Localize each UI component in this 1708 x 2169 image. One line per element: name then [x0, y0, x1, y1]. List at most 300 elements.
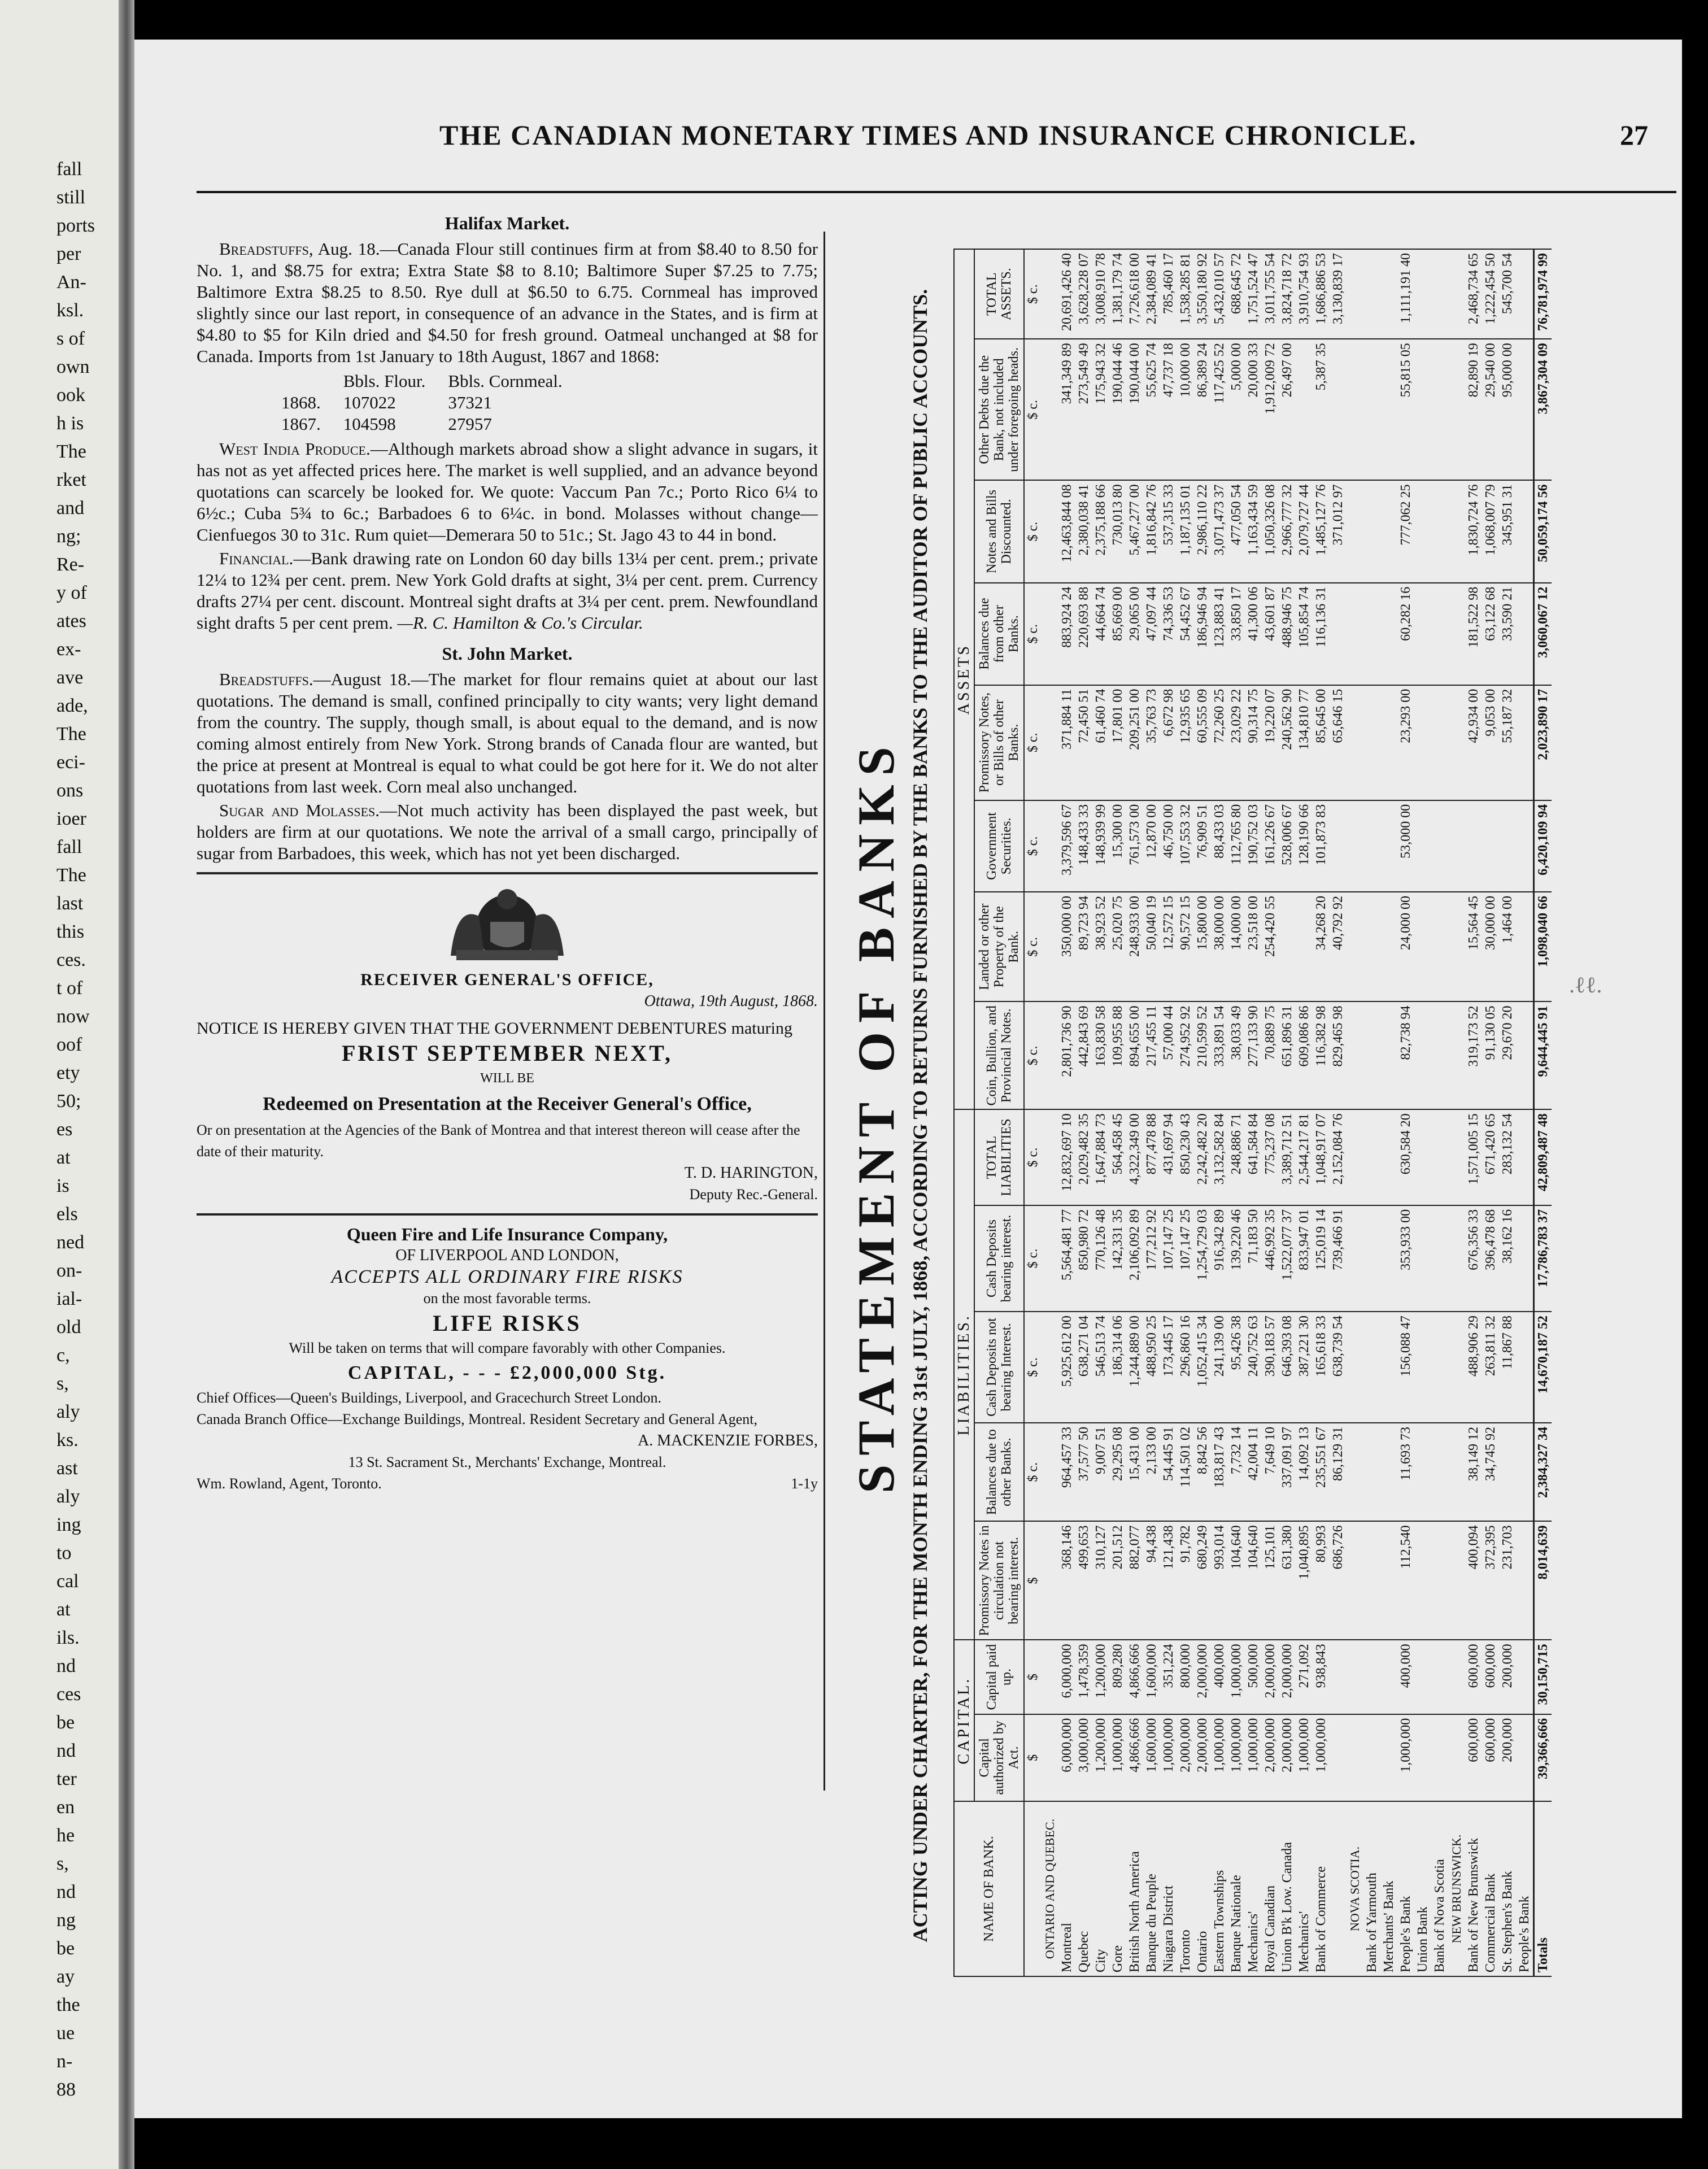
value-cell: 86,129 31: [1330, 1423, 1347, 1521]
value-cell: [1499, 800, 1516, 892]
imports-header-cell: Bbls. Cornmeal.: [448, 371, 563, 391]
value-cell: 785,460 17: [1160, 249, 1177, 339]
left-page-fragment: The: [56, 441, 86, 462]
left-page-fragment: ates: [56, 611, 86, 631]
value-cell: 686,726: [1330, 1521, 1347, 1640]
value-cell: 60,282 16: [1397, 583, 1414, 685]
column-header: Notes and Bills Discounted.: [974, 480, 1024, 582]
empty-cell: [1448, 1521, 1465, 1640]
table-row: [1279, 249, 1296, 1976]
left-page-fragment: ng;: [56, 526, 81, 547]
value-cell: 353,933 00: [1397, 1205, 1414, 1312]
currency-cell: $ c.: [1024, 339, 1042, 480]
value-cell: 76,909 51: [1194, 800, 1211, 892]
empty-cell: [1448, 249, 1465, 339]
signer-name: T. D. HARINGTON,: [684, 1164, 818, 1182]
left-page-fragment: ave: [56, 667, 84, 688]
currency-cell: $ c.: [1024, 685, 1042, 800]
value-cell: 190,752 03: [1245, 800, 1262, 892]
queen-fire-code: 1-1y: [791, 1475, 818, 1492]
empty-cell: [1448, 1001, 1465, 1109]
table-row: [1211, 249, 1228, 1976]
value-cell: 1,244,889 00: [1126, 1312, 1143, 1423]
column-header: Capital paid up.: [974, 1640, 1024, 1714]
left-page-fragment: ade,: [56, 695, 88, 716]
value-cell: [1431, 892, 1448, 1001]
value-cell: 156,088 47: [1397, 1312, 1414, 1423]
value-cell: [1279, 892, 1296, 1001]
empty-cell: [1042, 339, 1058, 480]
bank-name-cell: Montreal: [1058, 1801, 1075, 1976]
stjohn-breadstuffs-label: Breadstuffs.: [219, 669, 313, 689]
value-cell: 564,458 45: [1109, 1109, 1126, 1205]
column-header: Capital authorized by Act.: [974, 1714, 1024, 1801]
value-cell: 1,040,895: [1296, 1521, 1313, 1640]
value-cell: 3,824,718 72: [1279, 249, 1296, 339]
totals-cell: 42,809,487 48: [1534, 1109, 1552, 1205]
value-cell: 273,549 49: [1075, 339, 1092, 480]
value-cell: [1414, 892, 1431, 1001]
value-cell: [1296, 339, 1313, 480]
value-cell: 488,950 25: [1143, 1312, 1160, 1423]
left-page-fragment: still: [56, 187, 86, 208]
value-cell: 2,106,092 89: [1126, 1205, 1143, 1312]
empty-cell: [1448, 1640, 1465, 1714]
value-cell: [1380, 1714, 1397, 1801]
table-row: [1228, 249, 1245, 1976]
imports-header-cell: [281, 371, 343, 392]
newspaper-page: [134, 40, 1682, 2118]
column-header: Cash Deposits bearing interest.: [974, 1205, 1024, 1312]
table-row: [1397, 249, 1414, 1976]
value-cell: 139,220 46: [1228, 1205, 1245, 1312]
queen-fire-accepts: ACCEPTS ALL ORDINARY FIRE RISKS: [331, 1266, 683, 1287]
value-cell: 1,381,179 74: [1109, 249, 1126, 339]
totals-cell: 39,366,666: [1534, 1714, 1552, 1801]
table-row: [1058, 249, 1075, 1976]
value-cell: 488,946 75: [1279, 583, 1296, 685]
value-cell: 600,000: [1482, 1640, 1499, 1714]
value-cell: 9,053 00: [1482, 685, 1499, 800]
value-cell: 71,183 50: [1245, 1205, 1262, 1312]
value-cell: 371,012 97: [1330, 480, 1347, 582]
totals-cell: 8,014,639: [1534, 1521, 1552, 1640]
bank-name-cell: Union B'k Low. Canada: [1279, 1801, 1296, 1976]
left-page-fragment: ports: [56, 215, 95, 236]
value-cell: 161,226 67: [1262, 800, 1279, 892]
left-page-fragment: eci-: [56, 752, 85, 773]
value-cell: 41,300 06: [1245, 583, 1262, 685]
value-cell: 15,300 00: [1109, 800, 1126, 892]
value-cell: 833,947 01: [1296, 1205, 1313, 1312]
table-row: [1499, 249, 1516, 1976]
bank-statement-rotated: [835, 232, 1676, 2000]
value-cell: [1431, 1205, 1448, 1312]
table-row: [1330, 249, 1347, 1976]
value-cell: 1,163,434 59: [1245, 480, 1262, 582]
value-cell: 15,431 00: [1126, 1423, 1143, 1521]
empty-cell: [1448, 1714, 1465, 1801]
value-cell: [1363, 1205, 1380, 1312]
value-cell: 431,697 94: [1160, 1109, 1177, 1205]
bank-name-cell: Mechanics': [1245, 1801, 1262, 1976]
empty-cell: [1347, 1640, 1363, 1714]
column-header: Balances due to other Banks.: [974, 1423, 1024, 1521]
value-cell: 61,460 74: [1092, 685, 1109, 800]
queen-fire-terms: on the most favorable terms.: [423, 1290, 591, 1306]
value-cell: 112,540: [1397, 1521, 1414, 1640]
value-cell: [1431, 685, 1448, 800]
table-row: [1465, 249, 1482, 1976]
queen-fire-ad: [197, 1223, 818, 1495]
left-page-fragment: ksl.: [56, 300, 84, 321]
value-cell: 54,452 67: [1177, 583, 1194, 685]
value-cell: 500,000: [1245, 1640, 1262, 1714]
value-cell: [1431, 1423, 1448, 1521]
bank-name-cell: City: [1092, 1801, 1109, 1976]
left-page-fragment: 50;: [56, 1091, 81, 1112]
value-cell: 209,251 00: [1126, 685, 1143, 800]
value-cell: [1516, 800, 1534, 892]
value-cell: 2,468,734 65: [1465, 249, 1482, 339]
value-cell: [1380, 1521, 1397, 1640]
value-cell: 1,538,285 81: [1177, 249, 1194, 339]
value-cell: 254,420 55: [1262, 892, 1279, 1001]
value-cell: [1516, 249, 1534, 339]
bank-name-cell: British North America: [1126, 1801, 1143, 1976]
value-cell: [1363, 800, 1380, 892]
value-cell: 2,000,000: [1194, 1640, 1211, 1714]
value-cell: 33,850 17: [1228, 583, 1245, 685]
value-cell: [1380, 583, 1397, 685]
value-cell: [1516, 339, 1534, 480]
value-cell: [1380, 800, 1397, 892]
value-cell: 220,693 88: [1075, 583, 1092, 685]
value-cell: 1,222,454 50: [1482, 249, 1499, 339]
value-cell: 35,763 73: [1143, 685, 1160, 800]
left-page-fragment: ks.: [56, 1430, 79, 1451]
breadstuffs-label: Breadstuffs,: [219, 239, 313, 259]
value-cell: 57,000 44: [1160, 1001, 1177, 1109]
empty-cell: [1042, 583, 1058, 685]
empty-cell: [1448, 685, 1465, 800]
value-cell: 12,870 00: [1143, 800, 1160, 892]
value-cell: 1,464 00: [1499, 892, 1516, 1001]
value-cell: [1380, 1109, 1397, 1205]
halifax-heading: Halifax Market.: [445, 213, 570, 233]
queen-fire-life-text: Will be taken on terms that will compare favorably with other Companies.: [289, 1340, 726, 1356]
value-cell: 283,132 54: [1499, 1109, 1516, 1205]
empty-cell: [1347, 1205, 1363, 1312]
totals-cell: 76,781,974 99: [1534, 249, 1552, 339]
receiver-general-notice: [197, 882, 818, 1205]
value-cell: 546,513 74: [1092, 1312, 1109, 1423]
value-cell: [1414, 1640, 1431, 1714]
value-cell: 186,314 06: [1109, 1312, 1126, 1423]
currency-cell: $ c.: [1024, 1109, 1042, 1205]
imports-year: 1867.: [281, 414, 321, 434]
value-cell: 3,379,596 67: [1058, 800, 1075, 892]
value-cell: 333,891 54: [1211, 1001, 1228, 1109]
value-cell: 850,230 43: [1177, 1109, 1194, 1205]
value-cell: 341,349 89: [1058, 339, 1075, 480]
value-cell: [1482, 800, 1499, 892]
table-row: [1431, 249, 1448, 1976]
value-cell: 19,220 07: [1262, 685, 1279, 800]
value-cell: 319,173 52: [1465, 1001, 1482, 1109]
value-cell: 2,384,089 41: [1143, 249, 1160, 339]
value-cell: 6,672 98: [1160, 685, 1177, 800]
currency-cell: $ c.: [1024, 1423, 1042, 1521]
value-cell: 74,336 53: [1160, 583, 1177, 685]
value-cell: [1380, 339, 1397, 480]
value-cell: 730,013 80: [1109, 480, 1126, 582]
west-india-paragraph: [197, 438, 818, 546]
value-cell: 24,000 00: [1397, 892, 1414, 1001]
adjacent-page-edge: [0, 0, 119, 2169]
empty-cell: [1042, 1714, 1058, 1801]
value-cell: 91,782: [1177, 1521, 1194, 1640]
section-row: [1448, 249, 1465, 1976]
value-cell: 630,584 20: [1397, 1109, 1414, 1205]
totals-cell: 30,150,715: [1534, 1640, 1552, 1714]
value-cell: 72,450 51: [1075, 685, 1092, 800]
value-cell: 3,550,180 92: [1194, 249, 1211, 339]
table-row: [1126, 249, 1143, 1976]
value-cell: 50,040 19: [1143, 892, 1160, 1001]
value-cell: 43,601 87: [1262, 583, 1279, 685]
totals-cell: 14,670,187 52: [1534, 1312, 1552, 1423]
receiver-date: Ottawa, 19th August, 1868.: [644, 992, 818, 1010]
sugar-paragraph: [197, 800, 818, 864]
left-page-fragment: aly: [56, 1401, 80, 1422]
royal-arms-crest-icon: [417, 882, 598, 967]
value-cell: 351,224: [1160, 1640, 1177, 1714]
empty-cell: [1042, 1640, 1058, 1714]
currency-cell: $ c.: [1024, 1205, 1042, 1312]
value-cell: 94,438: [1143, 1521, 1160, 1640]
value-cell: 938,843: [1313, 1640, 1330, 1714]
currency-cell: $: [1024, 1640, 1042, 1714]
value-cell: [1516, 1109, 1534, 1205]
imports-table: [281, 371, 585, 435]
bank-name-cell: St. Stephen's Bank: [1499, 1801, 1516, 1976]
bank-name-cell: Mechanics': [1296, 1801, 1313, 1976]
value-cell: 7,649 10: [1262, 1423, 1279, 1521]
value-cell: 2,801,736 90: [1058, 1001, 1075, 1109]
bank-name-cell: People's Bank: [1516, 1801, 1534, 1976]
left-page-fragment: cal: [56, 1571, 79, 1592]
section-name: NOVA SCOTIA.: [1347, 1801, 1363, 1976]
empty-cell: [1042, 1109, 1058, 1205]
column-header: Other Debts due the Bank, not included under foregoing heads.: [974, 339, 1024, 480]
divider: [197, 1213, 818, 1216]
section-name: ONTARIO AND QUEBEC.: [1042, 1801, 1058, 1976]
bank-name-cell: Toronto: [1177, 1801, 1194, 1976]
left-page-fragment: nd: [56, 1656, 76, 1676]
value-cell: 47,097 44: [1143, 583, 1160, 685]
value-cell: 446,992 35: [1262, 1205, 1279, 1312]
value-cell: 70,889 75: [1262, 1001, 1279, 1109]
value-cell: 2,375,188 66: [1092, 480, 1109, 582]
totals-cell: 6,420,109 94: [1534, 800, 1552, 892]
value-cell: 829,465 98: [1330, 1001, 1347, 1109]
left-page-fragment: on-: [56, 1260, 82, 1281]
totals-cell: 3,060,067 12: [1534, 583, 1552, 685]
column-header: Cash Deposits not bearing Interest.: [974, 1312, 1024, 1423]
totals-cell: 1,098,040 66: [1534, 892, 1552, 1001]
value-cell: 3,071,473 37: [1211, 480, 1228, 582]
signer-title: Deputy Rec.-General.: [689, 1186, 818, 1203]
value-cell: 38,923 52: [1092, 892, 1109, 1001]
left-page-fragment: he: [56, 1825, 75, 1846]
value-cell: 29,540 00: [1482, 339, 1499, 480]
value-cell: 1,048,917 07: [1313, 1109, 1330, 1205]
empty-cell: [1347, 892, 1363, 1001]
column-header: Balances due from other Banks.: [974, 583, 1024, 685]
table-row: [1245, 249, 1262, 1976]
value-cell: 14,092 13: [1296, 1423, 1313, 1521]
empty-cell: [1042, 480, 1058, 582]
handwritten-mark: .ℓℓ.: [1569, 972, 1602, 998]
value-cell: 15,564 45: [1465, 892, 1482, 1001]
left-page-fragment: c,: [56, 1345, 70, 1366]
empty-cell: [1347, 249, 1363, 339]
value-cell: 88,433 03: [1211, 800, 1228, 892]
value-cell: [1431, 1001, 1448, 1109]
value-cell: 40,792 92: [1330, 892, 1347, 1001]
value-cell: 121,438: [1160, 1521, 1177, 1640]
table-row: [1380, 249, 1397, 1976]
value-cell: 3,389,712 51: [1279, 1109, 1296, 1205]
value-cell: 80,993: [1313, 1521, 1330, 1640]
currency-cell: $ c.: [1024, 1001, 1042, 1109]
left-page-fragment: own: [56, 356, 90, 377]
column-header: Promissory Notes, or Bills of other Banks.: [974, 685, 1024, 800]
value-cell: 1,052,415 34: [1194, 1312, 1211, 1423]
left-page-fragment: ioer: [56, 808, 86, 829]
value-cell: 1,571,005 15: [1465, 1109, 1482, 1205]
value-cell: 5,000 00: [1228, 339, 1245, 480]
left-page-fragment: nd: [56, 1740, 76, 1761]
left-page-fragment: nd: [56, 1881, 76, 1902]
value-cell: 123,883 41: [1211, 583, 1228, 685]
value-cell: [1431, 480, 1448, 582]
table-row: [1194, 249, 1211, 1976]
bank-name-cell: Bank of Yarmouth: [1363, 1801, 1380, 1976]
empty-cell: [1448, 1312, 1465, 1423]
value-cell: 34,745 92: [1482, 1423, 1499, 1521]
empty-cell: [1042, 1001, 1058, 1109]
imports-cornmeal: 37321: [448, 393, 492, 412]
page-number: 27: [1620, 119, 1648, 151]
value-cell: 175,943 32: [1092, 339, 1109, 480]
queen-fire-footer: [197, 1473, 818, 1495]
value-cell: [1516, 1423, 1534, 1521]
table-row: [1414, 249, 1431, 1976]
value-cell: 2,000,000: [1279, 1714, 1296, 1801]
value-cell: 10,000 00: [1177, 339, 1194, 480]
value-cell: 2,242,482 20: [1194, 1109, 1211, 1205]
value-cell: 12,935 65: [1177, 685, 1194, 800]
value-cell: 85,645 00: [1313, 685, 1330, 800]
value-cell: [1414, 1001, 1431, 1109]
assets-group-header: ASSETS: [954, 249, 974, 1109]
value-cell: [1363, 1312, 1380, 1423]
value-cell: 5,925,612 00: [1058, 1312, 1075, 1423]
left-page-fragment: fall: [56, 837, 82, 857]
empty-cell: [1042, 1521, 1058, 1640]
table-row: [1363, 249, 1380, 1976]
value-cell: 3,000,000: [1075, 1714, 1092, 1801]
imports-flour: 107022: [343, 393, 396, 412]
value-cell: 271,092: [1296, 1640, 1313, 1714]
bank-name-cell: Gore: [1109, 1801, 1126, 1976]
totals-cell: 50,059,174 56: [1534, 480, 1552, 582]
left-page-fragment: ast: [56, 1458, 78, 1479]
value-cell: 1,000,000: [1211, 1714, 1228, 1801]
value-cell: 248,933 00: [1126, 892, 1143, 1001]
value-cell: 883,924 24: [1058, 583, 1075, 685]
value-cell: [1414, 1714, 1431, 1801]
value-cell: 148,433 33: [1075, 800, 1092, 892]
value-cell: 1,647,884 73: [1092, 1109, 1109, 1205]
value-cell: 12,572 15: [1160, 892, 1177, 1001]
value-cell: [1414, 1109, 1431, 1205]
stjohn-breadstuffs-text: —August 18.—The market for flour remains quiet at about our last quotations. The demand is small, confined principally to city wants; very light demand from the country. The supply, though small, is about equal to the demand, and is now coming almost entirely from New York. Strong brands of Canada flour are wanted, but the price at present at Montreal is equal to what could be got here for it. We do not alter quotations from last week. Corn meal also unchanged.: [197, 669, 818, 796]
left-page-fragment: ter: [56, 1769, 77, 1789]
left-page-fragment: s,: [56, 1853, 69, 1874]
bank-name-cell: Bank of New Brunswick: [1465, 1801, 1482, 1976]
value-cell: 91,130 05: [1482, 1001, 1499, 1109]
value-cell: [1431, 1312, 1448, 1423]
totals-cell: 2,023,890 17: [1534, 685, 1552, 800]
value-cell: 600,000: [1465, 1714, 1482, 1801]
bank-name-cell: Eastern Townships: [1211, 1801, 1228, 1976]
value-cell: 3,130,839 17: [1330, 249, 1347, 339]
left-page-fragment: oof: [56, 1034, 82, 1055]
empty-cell: [1347, 1109, 1363, 1205]
value-cell: 82,738 94: [1397, 1001, 1414, 1109]
value-cell: 42,934 00: [1465, 685, 1482, 800]
value-cell: 1,187,135 01: [1177, 480, 1194, 582]
value-cell: 200,000: [1499, 1714, 1516, 1801]
empty-cell: [1042, 1312, 1058, 1423]
left-page-fragment: s of: [56, 328, 85, 349]
left-page-fragment: fall: [56, 159, 82, 180]
value-cell: 183,817 43: [1211, 1423, 1228, 1521]
value-cell: 1,751,524 47: [1245, 249, 1262, 339]
value-cell: [1414, 1423, 1431, 1521]
value-cell: 55,187 32: [1499, 685, 1516, 800]
value-cell: 142,331 35: [1109, 1205, 1126, 1312]
table-row: [1160, 249, 1177, 1976]
value-cell: 739,466 91: [1330, 1205, 1347, 1312]
currency-cell: $ c.: [1024, 1312, 1042, 1423]
value-cell: 3,910,754 93: [1296, 249, 1313, 339]
empty-cell: [1042, 249, 1058, 339]
value-cell: 190,044 00: [1126, 339, 1143, 480]
value-cell: 90,572 15: [1177, 892, 1194, 1001]
empty-cell: [1347, 685, 1363, 800]
value-cell: 95,000 00: [1499, 339, 1516, 480]
value-cell: 390,183 57: [1262, 1312, 1279, 1423]
value-cell: [1380, 1001, 1397, 1109]
value-cell: [1363, 1001, 1380, 1109]
totals-row: [1534, 249, 1552, 1976]
value-cell: 4,322,349 00: [1126, 1109, 1143, 1205]
value-cell: [1380, 1423, 1397, 1521]
